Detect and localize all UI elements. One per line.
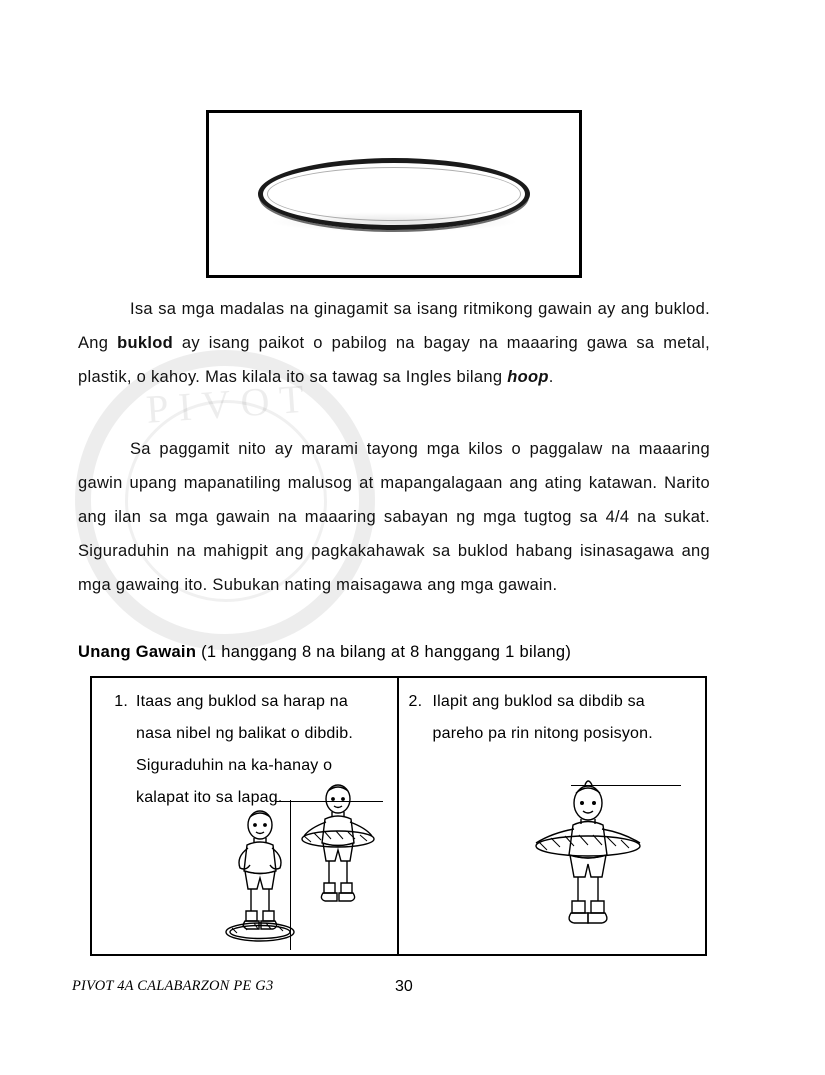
footer-page-number: 30 <box>395 978 413 995</box>
hoop-icon <box>258 158 530 230</box>
footer-source-label: PIVOT 4A CALABARZON PE G3 <box>72 978 274 994</box>
step-1-number: 1. <box>114 693 128 710</box>
paragraph-1-part-1: Isa sa mga madalas na ginagamit sa isang ritmikong gawain ay ang buklod. Ang <box>78 300 710 352</box>
illustration-child-holding-hoop-front <box>292 779 384 934</box>
section-title: Unang Gawain <box>78 643 197 661</box>
paragraph-1-period: . <box>548 368 554 386</box>
step-2-text: Ilapit ang buklod sa dibdib sa pareho pa rin nitong posisyon. <box>432 693 653 742</box>
illustration-child-standing-hoop-on-floor <box>220 807 300 952</box>
hoop-photo-figure <box>206 110 582 278</box>
activity-table <box>90 676 707 956</box>
paragraph-2 <box>78 432 710 602</box>
step-2 <box>409 686 696 750</box>
table-cell-1 <box>92 678 399 954</box>
keyword-hoop: hoop <box>507 368 549 386</box>
paragraph-1-part-2: ay isang paikot o pabilog na bagay na maaaring gawa sa metal, plastik, o kahoy. Mas kilala ito sa tawag sa Ingles bilang <box>78 334 710 386</box>
keyword-buklod: buklod <box>117 334 174 352</box>
section-subtitle: (1 hanggang 8 na bilang at 8 hanggang 1 bilang) <box>196 643 572 661</box>
paragraph-2-text: Sa paggamit nito ay marami tayong mga kilos o paggalaw na maaaring gawin upang mapanatiling malusog at mapangalagaan ang ating katawan. Narito ang ilan sa mga gawain na maaaring sabayan ng mga tugtog sa 4/4 na sukat. Siguraduhin na mahigpit ang pagkakahawak sa buklod habang isinasagawa ang mga gawaing ito. Subukan nating maisagawa ang mga gawain. <box>78 440 710 594</box>
watermark-text: PIVOT <box>144 375 316 432</box>
section-heading <box>78 643 718 662</box>
illustration-child-holding-hoop-at-chest <box>523 773 653 948</box>
table-cell-2 <box>399 678 706 954</box>
step-2-number: 2. <box>408 693 423 710</box>
paragraph-1 <box>78 292 710 394</box>
step-1-text: Itaas ang buklod sa harap na nasa nibel ng balikat o dibdib. Siguraduhin na ka-hanay o kalapat ito sa lapag. <box>136 693 354 806</box>
